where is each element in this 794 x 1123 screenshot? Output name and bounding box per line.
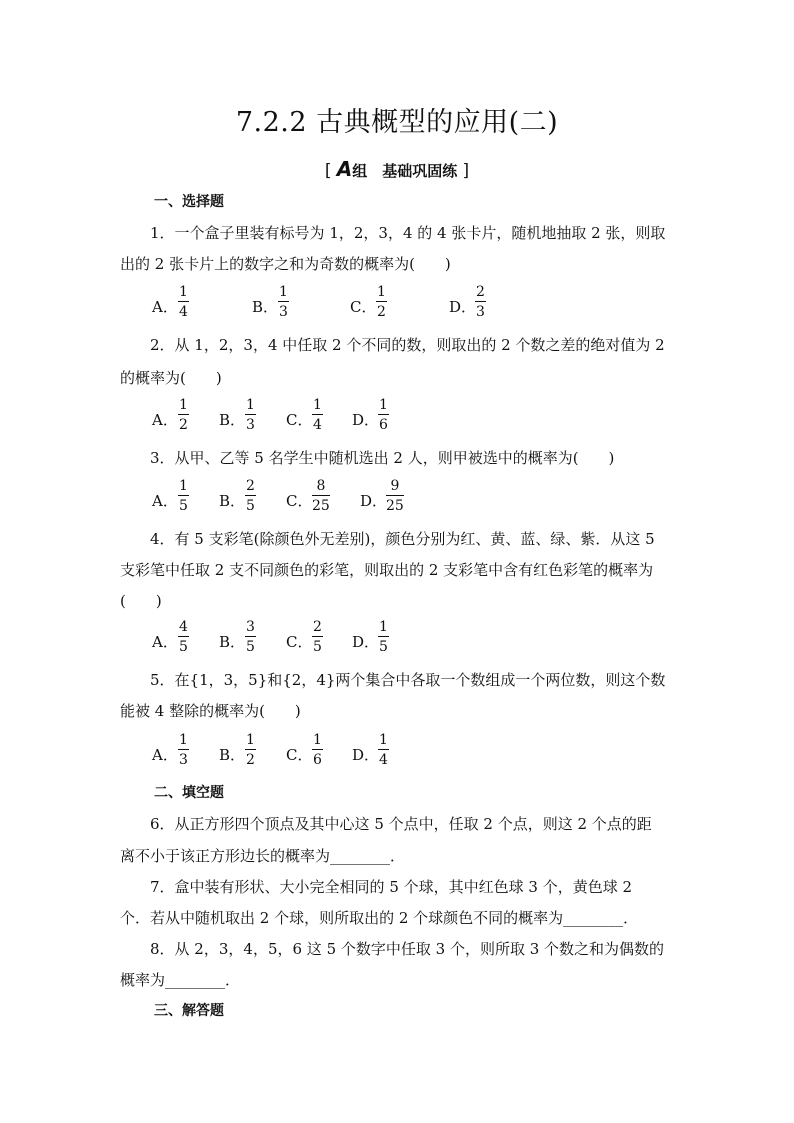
fraction [312,477,330,516]
numerator: 4 [179,619,188,635]
fraction [378,731,389,770]
group-a-heading [0,157,794,181]
page-title: 7.2.2 古典概型的应用(二) [235,107,559,138]
denominator: 25 [312,498,330,514]
numerator: 1 [179,478,188,494]
option-letter: C． [350,298,377,316]
denominator: 2 [377,304,386,320]
section-choice: 一、选择题 [154,194,224,210]
fraction [178,477,189,516]
denominator: 4 [179,304,188,320]
section-answer: 三、解答题 [154,1003,224,1019]
option-letter: B． [252,298,279,316]
fraction [475,283,486,322]
option-letter: B． [219,492,246,510]
fraction [178,283,189,322]
fraction [245,731,256,770]
q4-line2: 支彩笔中任取 2 支不同颜色的彩笔，则取出的 2 支彩笔中含有红色彩笔的概率为 [120,561,654,579]
denominator: 3 [476,304,485,320]
denominator: 5 [246,498,255,514]
option-letter: A． [152,746,178,764]
q5-line1: 5．在{1，3，5}和{2，4}两个集合中各取一个数组成一个两位数，则这个数 [150,671,666,689]
fraction [178,618,189,657]
option-letter: B． [219,746,246,764]
q7-line1: 7．盒中装有形状、大小完全相同的 5 个球，其中红色球 3 个，黄色球 2 [150,878,633,896]
fraction [178,731,189,770]
denominator: 6 [313,752,322,768]
denominator: 5 [379,639,388,655]
fraction [312,731,323,770]
open-bracket: [ [324,161,332,181]
numerator: 1 [246,397,255,413]
option-letter: D． [352,633,380,651]
numerator: 1 [246,732,255,748]
fraction [178,396,189,435]
q6-line1: 6．从正方形四个顶点及其中心这 5 个点中，任取 2 个点，则这 2 个点的距 [150,815,652,833]
numerator: 8 [312,477,330,496]
fraction [245,477,256,516]
numerator: 1 [179,284,188,300]
q3-line1: 3．从甲、乙等 5 名学生中随机选出 2 人，则甲被选中的概率为( ) [150,449,615,467]
numerator: 1 [313,397,322,413]
option-letter: C． [286,411,313,429]
numerator: 2 [476,284,485,300]
numerator: 1 [379,732,388,748]
option-letter: D． [360,492,388,510]
option-letter: D． [449,298,477,316]
numerator: 1 [179,397,188,413]
numerator: 1 [179,732,188,748]
option-letter: A． [152,298,178,316]
denominator: 2 [179,417,188,433]
q2-line1: 2．从 1，2，3，4 中任取 2 个不同的数，则取出的 2 个数之差的绝对值为 2 [150,336,665,354]
fraction [376,283,387,322]
fraction [378,396,389,435]
option-letter: A． [152,411,178,429]
denominator: 5 [179,498,188,514]
group-label: 组 基础巩固练 [352,162,458,180]
denominator: 5 [246,639,255,655]
numerator: 1 [377,284,386,300]
option-letter: B． [219,633,246,651]
denominator: 2 [246,752,255,768]
fraction [378,618,389,657]
numerator: 2 [313,619,322,635]
numerator: 1 [379,397,388,413]
fraction [278,283,289,322]
section-fill: 二、填空题 [154,785,224,801]
numerator: 3 [246,619,255,635]
option-letter: A． [152,492,178,510]
q2-line2: 的概率为( ) [120,369,222,387]
denominator: 3 [246,417,255,433]
option-letter: C． [286,746,313,764]
fraction [312,396,323,435]
numerator: 1 [379,619,388,635]
option-letter: D． [352,746,380,764]
q1-line1: 1．一个盒子里装有标号为 1，2，3，4 的 4 张卡片，随机地抽取 2 张，则取 [150,224,666,242]
numerator: 1 [313,732,322,748]
option-letter: A． [152,633,178,651]
q6-line2: 离不小于该正方形边长的概率为________． [120,847,406,865]
denominator: 5 [313,639,322,655]
numerator: 1 [279,284,288,300]
q4-line1: 4．有 5 支彩笔(除颜色外无差别)，颜色分别为红、黄、蓝、绿、紫．从这 5 [150,530,655,548]
denominator: 4 [379,752,388,768]
denominator: 6 [379,417,388,433]
option-letter: D． [352,411,380,429]
fraction [245,618,256,657]
close-bracket: ] [462,161,470,181]
q7-line2: 个．若从中随机取出 2 个球，则所取出的 2 个球颜色不同的概率为________． [120,909,639,927]
denominator: 4 [313,417,322,433]
denominator: 5 [179,639,188,655]
fraction [245,396,256,435]
group-letter: A [336,157,353,181]
option-letter: C． [286,492,313,510]
q8-line2: 概率为________． [120,971,241,989]
q5-line2: 能被 4 整除的概率为( ) [120,702,301,720]
numerator: 2 [246,478,255,494]
option-letter: B． [219,411,246,429]
denominator: 25 [386,498,404,514]
denominator: 3 [179,752,188,768]
q1-line2: 出的 2 张卡片上的数字之和为奇数的概率为( ) [120,255,451,273]
fraction [386,477,404,516]
q4-line3: ( ) [120,592,162,610]
numerator: 9 [386,477,404,496]
option-letter: C． [286,633,313,651]
fraction [312,618,323,657]
q8-line1: 8．从 2，3，4，5，6 这 5 个数字中任取 3 个，则所取 3 个数之和为偶数的 [150,940,665,958]
denominator: 3 [279,304,288,320]
